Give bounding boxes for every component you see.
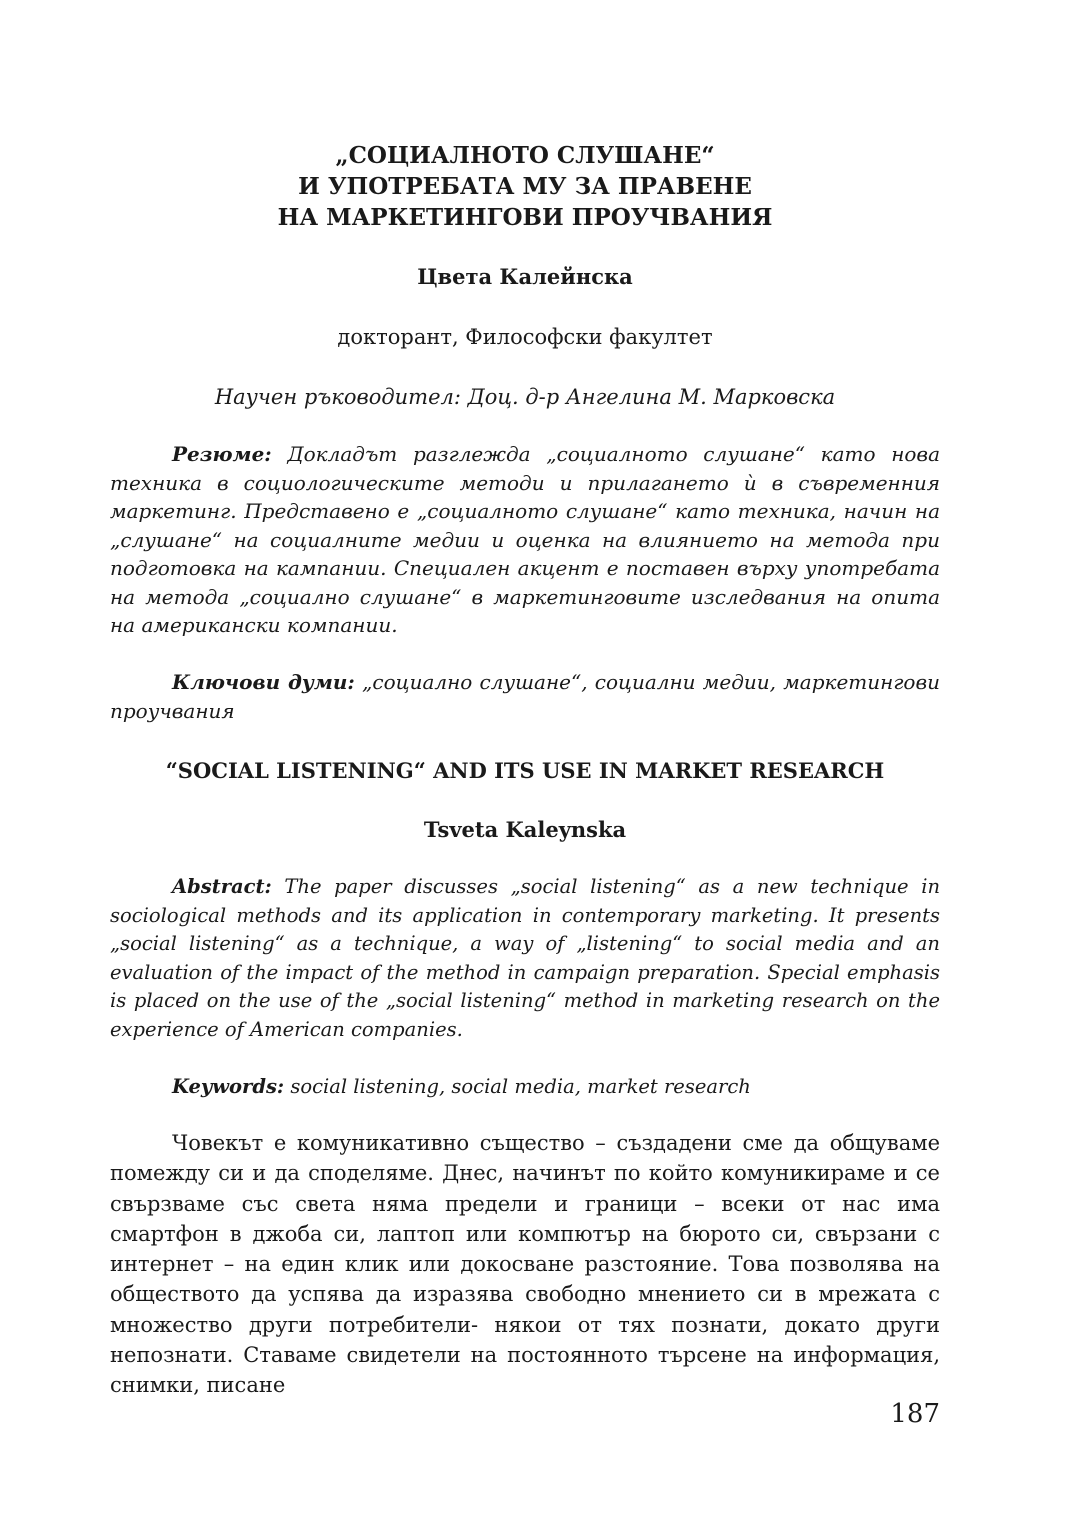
paper-title-en: “SOCIAL LISTENING“ AND ITS USE IN MARKET RESEARCH xyxy=(165,758,885,783)
title-line: НА МАРКЕТИНГОВИ ПРОУЧВАНИЯ xyxy=(277,204,773,231)
body-paragraph: Човекът е комуникативно същество – създадени сме да общуваме помежду си и да споделяме. Днес, начинът по който комуникираме и се свързваме със света няма предели и граници – всеки от нас има смартфон в джоба си, лаптоп или компютър на бюрото си, свързани с интернет – на един клик или докосване разстояние. Това позволява на обществото да успява да изразява свободно мнението си в мрежата с множество други потребители- някои от тях познати, докато други непознати. Ставаме свидетели на постоянното търсене на информация, снимки, писане xyxy=(110,1131,940,1398)
title-line: „СОЦИАЛНОТО СЛУШАНЕ“ xyxy=(335,142,715,169)
keywords-bg-label: Ключови думи: xyxy=(172,670,355,694)
paper-page xyxy=(110,0,940,1534)
page-number: 187 xyxy=(890,1399,940,1429)
abstract-bg-label: Резюме: xyxy=(172,442,272,466)
author-name-en: Tsveta Kaleynska xyxy=(423,817,627,842)
keywords-bg-text: „социално слушане“, социални медии, маркетингови проучвания xyxy=(110,670,940,723)
abstract-en-text: The paper discusses „social listening“ as a new technique in sociological methods and its application in contemporary marketing. It presents „social listening“ as a technique, a way of „listening“ to social media and an evaluation of the impact of the method in campaign preparation. Special emphasis is placed on the use of the „social listening“ method in marketing research on the experience of American companies. xyxy=(110,875,940,1041)
abstract-en-label: Abstract: xyxy=(172,875,272,898)
supervisor-line: Научен ръководител: Доц. д-р Ангелина М. Марковска xyxy=(214,385,836,409)
keywords-en-text: social listening, social media, market research xyxy=(284,1075,751,1098)
abstract-bg xyxy=(110,440,940,640)
title-line: И УПОТРЕБАТА МУ ЗА ПРАВЕНЕ xyxy=(298,173,752,200)
keywords-en-label: Keywords: xyxy=(172,1075,285,1098)
keywords-en xyxy=(110,1073,940,1102)
author-name-bg: Цвета Калейнска xyxy=(417,264,633,289)
abstract-bg-text: Докладът разглежда „социалното слушане“ като нова техника в социологическите методи и прилагането ѝ в съвременния маркетинг. Представено е „социалното слушане“ като техника, начин на „слушане“ на социалните медии и оценка на влиянието на метода при подготовка на кампании. Специален акцент е поставен върху употребата на метода „социално слушане“ в маркетинговите изследвания на опита на американски компании. xyxy=(110,442,940,637)
keywords-bg xyxy=(110,668,940,725)
paper-title-bg xyxy=(110,140,940,233)
author-affiliation: докторант, Философски факултет xyxy=(337,325,713,349)
abstract-en xyxy=(110,873,940,1044)
